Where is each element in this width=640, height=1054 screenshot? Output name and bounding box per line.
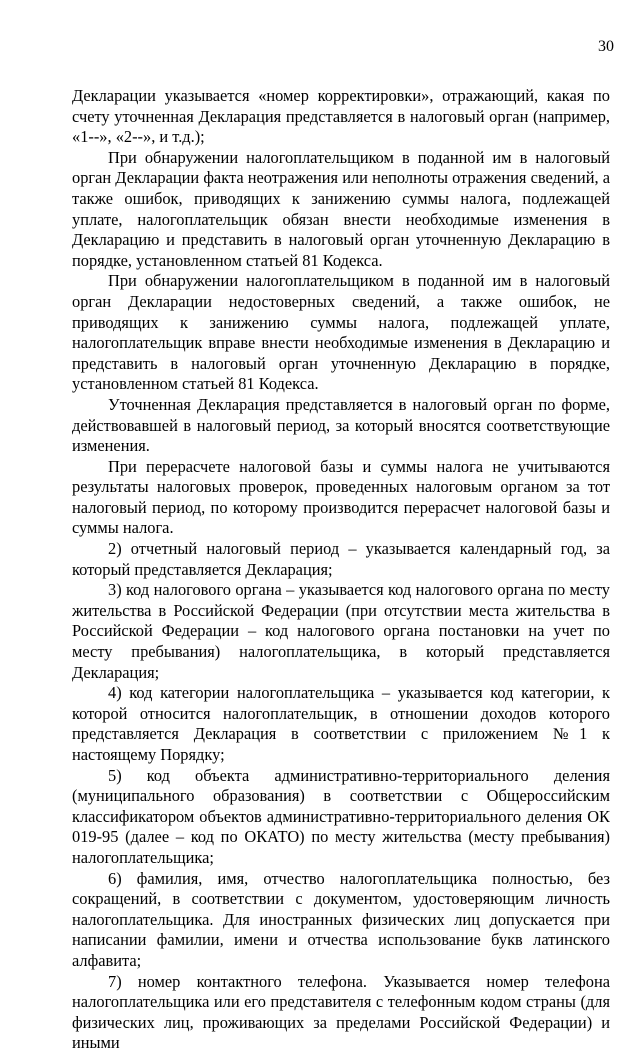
paragraph: 4) код категории налогоплательщика – указывается код категории, к которой относится налогоплательщик, в отношении доходов которого представляется Декларация в соответствии с приложением №1 к настоящему Порядку; [72,683,610,764]
paragraph: 2) отчетный налоговый период – указывается календарный год, за который представляется Декларация; [72,539,610,579]
paragraph: 3) код налогового органа – указывается код налогового органа по месту жительства в Российской Федерации (при отсутствии места жительства в Российской Федерации – код налогового органа постановки на учет по месту пребывания) налогоплательщика, в который представляется Декларация; [72,580,610,682]
paragraph: При перерасчете налоговой базы и суммы налога не учитываются результаты налоговых проверок, проведенных налоговым органом за тот налоговый период, по которому производится перерасчет налоговой базы и суммы налога. [72,456,610,538]
paragraph: При обнаружении налогоплательщиком в поданной им в налоговый орган Декларации недостоверных сведений, а также ошибок, не приводящих к занижению суммы налога, подлежащей уплате, налогоплательщик вправе внести необходимые изменения в Декларацию и представить в налоговый орган уточненную Декларацию в порядке, установленном статьей 81 Кодекса. [72,271,610,394]
paragraph: 5) код объекта административно-территориального деления (муниципального образования) в соответствии с Общероссийским классификатором объектов административно-территориального деления ОК 019-95 (далее – код по ОКАТО) по месту жительства (месту пребывания) налогоплательщика; [72,765,610,867]
paragraph: 6) фамилия, имя, отчество налогоплательщика полностью, без сокращений, в соответствии с документом, удостоверяющим личность налогоплательщика. Для иностранных физических лиц допускается при написании фамилии, имени и отчества использование букв латинского алфавита; [72,868,610,970]
body-text [72,86,610,1054]
paragraph: Уточненная Декларация представляется в налоговый орган по форме, действовавшей в налоговый период, за который вносятся соответствующие изменения. [72,394,610,456]
paragraph: Декларации указывается «номер корректировки», отражающий, какая по счету уточненная Декларация представляется в налоговый орган (например, «1--», «2--», и т.д.); [72,86,610,147]
paragraph: При обнаружении налогоплательщиком в поданной им в налоговый орган Декларации факта неотражения или неполноты отражения сведений, а также ошибок, приводящих к занижению суммы налога, подлежащей уплате, налогоплательщик обязан внести необходимые изменения в Декларацию и представить в налоговый орган уточненную Декларацию в порядке, установленном статьей 81 Кодекса. [72,147,610,270]
page-number: 30 [598,38,614,55]
paragraph: 7) номер контактного телефона. Указывается номер телефона налогоплательщика или его представителя с телефонным кодом страны (для физических лиц, проживающих за пределами Российской Федерации) и иными [72,971,610,1053]
